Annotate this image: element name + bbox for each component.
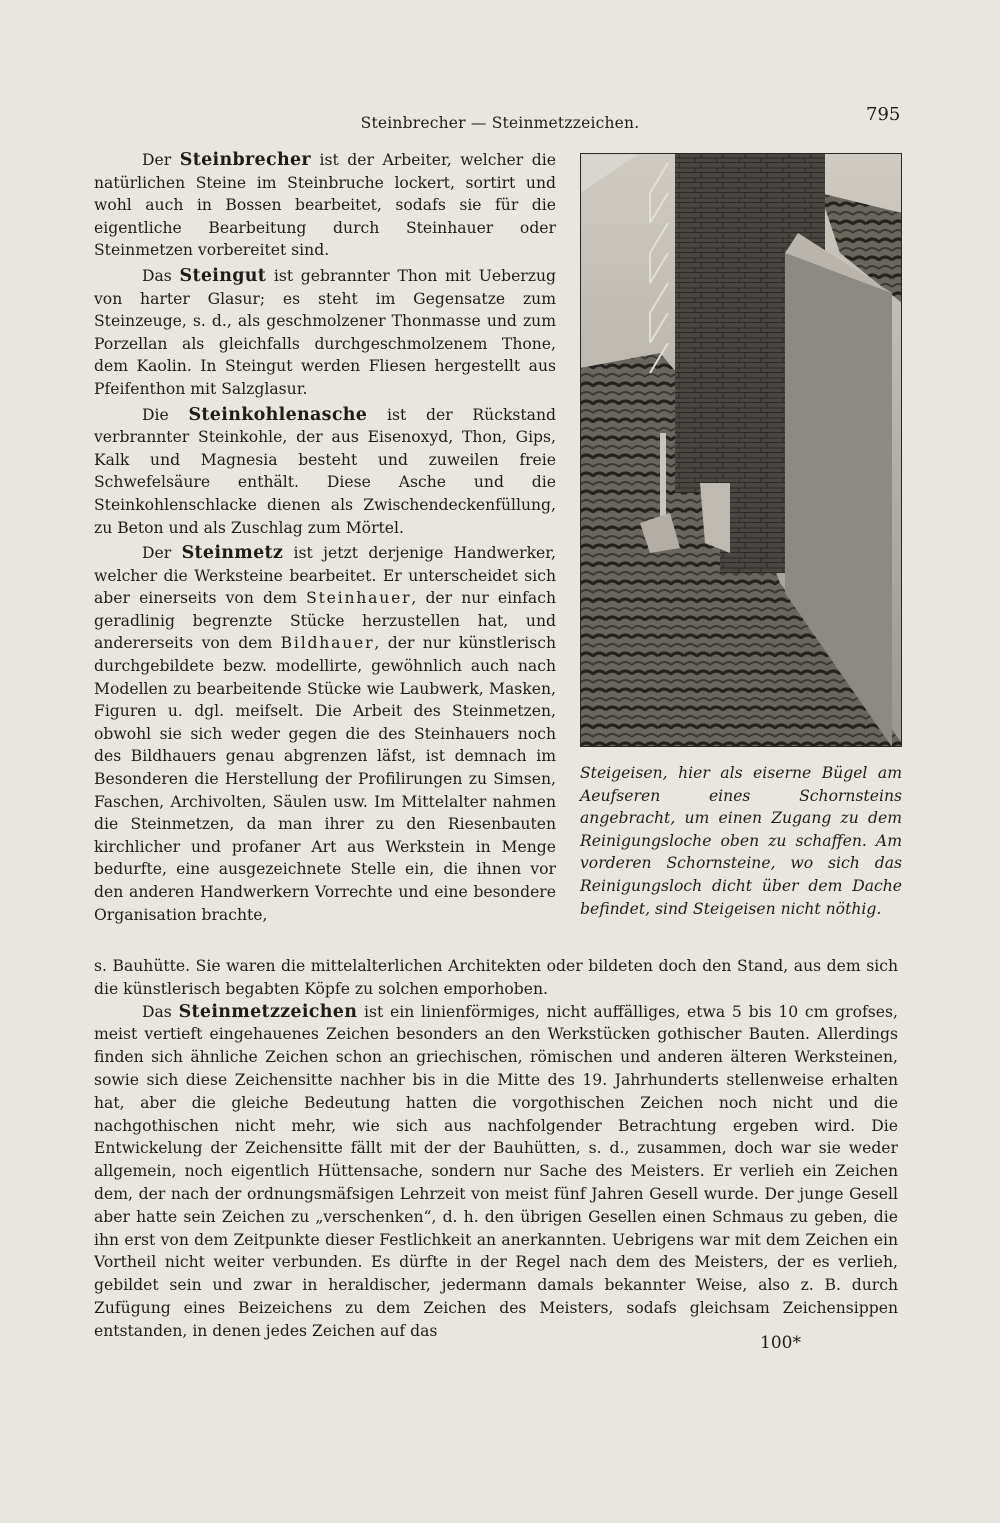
chimney-roof-illustration — [580, 153, 902, 747]
paragraph-steinmetzzeichen: Das Steinmetzzeichen ist ein linienförmiges, nicht auffälliges, etwa 5 bis 10 cm grofses, meist vertieft eingehauenes Zeichen besonders an den Werkstücken gothischer Bauten. Allerdings finden sich ähnliche Zeichen schon an griechischen, römischen und anderen älteren Werksteinen, sowie sich diese Zeichensitte nachher bis in die Mitte des 19. Jahrhunderts stellenweise erhalten hat, aber die gleiche Bedeutung hatten die vorgothischen Zeichen noch nicht und die nachgothischen nicht mehr, wie sich aus nachfolgender Betrachtung ergeben wird. Die Entwickelung der Zeichensitte fällt mit der der Bauhütten, s. d., zusammen, doch war sie weder allgemein, noch eigentlich Hüttensache, sondern nur Sache des Meisters. Er verlieh ein Zeichen dem, der nach der ordnungsmäfsigen Lehrzeit von meist fünf Jahren Gesell wurde. Der junge Gesell aber hatte sein Zeichen zu „verschenken“, d. h. den übrigen Gesellen einen Schmaus zu geben, die ihn erst von dem Zeitpunkte dieser Festlichkeit an anerkannten. Uebrigens war mit dem Zeichen ein Vortheil nicht weiter verbunden. Es dürfte in der Regel nach dem des Meisters, der es verlieh, gebildet sein und zwar in heraldischer, jedermann damals bekannter Weise, also z. B. durch Zufügung eines Beizeichens zu dem Zeichen des Meisters, sodafs gleichsam Zeichensippen entstanden, in denen jedes Zeichen auf das — [94, 1001, 898, 1340]
paragraph-steingut: Das Steingut ist gebrannter Thon mit Ueberzug von harter Glasur; es steht im Gegensatze zum Steinzeuge, s. d., als geschmolzener Thonmasse und zum Porzellan als gleichfalls durchgeschmolzenem Thone, dem Kaolin. In Steingut werden Fliesen hergestellt aus Pfeifenthon mit Salzglasur. — [94, 265, 556, 398]
paragraph-steinmetz: Der Steinmetz ist jetzt derjenige Handwerker, welcher die Werksteine bearbeitet. Er unterscheidet sich aber einerseits von dem Steinhauer, der nur einfach geradlinig begrenzte Stücke herzustellen hat, und andererseits von dem Bildhauer, der nur künstlerisch durchgebildete bezw. modellirte, gewöhnlich auch nach Modellen zu bearbeitende Stücke wie Laubwerk, Masken, Figuren u. dgl. meifselt. Die Arbeit des Steinmetzen, obwohl sie sich weder gegen die des Steinhauers noch des Bildhauers genau abgrenzen läfst, ist demnach im Besonderen die Herstellung der Profilirungen zu Simsen, Faschen, Archivolten, Säulen usw. Im Mittelalter nahmen die Steinmetzen, da man ihrer zu den Riesenbauten kirchlicher und profaner Art aus Werkstein in Menge bedurfte, eine ausgezeichnete Stelle ein, die ihnen vor den anderen Handwerkern Vorrechte und eine besondere Organisation brachte, — [94, 543, 556, 924]
figure-caption: Steigeisen, hier als eiserne Bügel am Aeufseren eines Schornsteins angebracht, um einen Zugang zu dem Reinigungsloche oben zu schaffen. Am vorderen Schornsteine, wo sich das Reinigungsloch dicht über dem Dache befindet, sind Steigeisen nicht nöthig. — [580, 764, 902, 918]
term-heading: Steinmetz — [181, 543, 284, 564]
term-heading: Steinmetzzeichen — [178, 1001, 358, 1022]
term-heading: Steingut — [179, 265, 267, 286]
spaced-word: Bildhauer — [280, 634, 375, 653]
paragraph-steinbrecher: Der Steinbrecher ist der Arbeiter, welcher die natürlichen Steine im Steinbruche lockert, sortirt und wohl auch in Bossen bearbeitet, sodafs sie für die eigentliche Bearbeitung durch Steinhauer oder Steinmetzen vorbereitet sind. — [94, 150, 556, 260]
paragraph-steinkohlenasche: Die Steinkohlenasche ist der Rückstand verbrannter Steinkohle, der aus Eisenoxyd, Thon, Gips, Kalk und Magnesia besteht und zuweilen freie Schwefelsäure enthält. Diese Asche und die Steinkohlenschlacke dienen als Zwischendeckenfüllung, zu Beton und als Zuschlag zum Mörtel. — [94, 404, 556, 537]
term-heading: Steinkohlenasche — [188, 404, 368, 425]
term-heading: Steinbrecher — [179, 150, 311, 170]
full-width-text — [94, 955, 898, 1343]
paragraph-steinmetz-continued: s. Bauhütte. Sie waren die mittelalterlichen Architekten oder bildeten doch den Stand, aus dem sich die künstlerisch begabten Köpfe zu solchen emporhoben. — [94, 957, 898, 998]
spaced-word: Steinhauer — [306, 589, 412, 608]
chimney-photograph — [580, 153, 902, 747]
running-head: Steinbrecher — Steinmetzzeichen. — [360, 114, 640, 132]
left-column-text — [94, 149, 556, 926]
printer-signature-mark: 100* — [760, 1333, 801, 1353]
page-number: 795 — [866, 104, 901, 125]
